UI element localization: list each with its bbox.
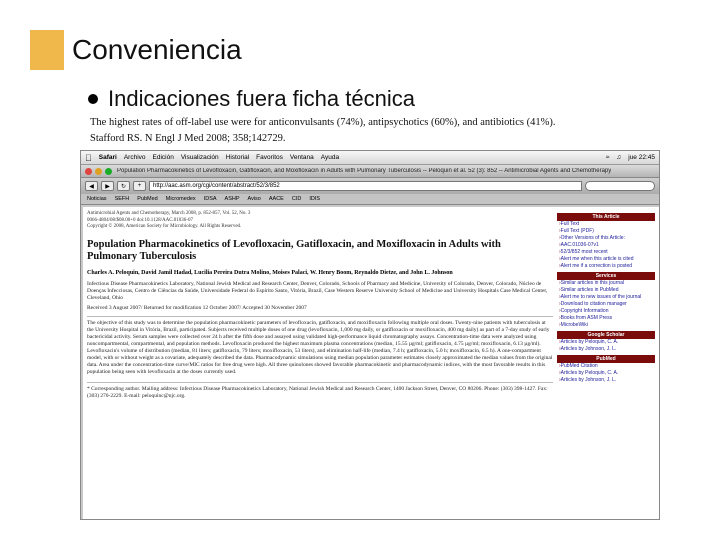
journal-copyright: Copyright © 2008, American Society for Microbiology. All Rights Reserved.	[87, 224, 242, 229]
bookmark-item[interactable]: AACE	[268, 196, 284, 202]
mac-menu-bar	[81, 151, 659, 165]
bookmark-item[interactable]: Micromedex	[165, 196, 196, 202]
bookmark-item[interactable]: SEFH	[114, 196, 130, 202]
minimize-window-icon[interactable]	[95, 168, 102, 175]
journal-doi: 0066-4804/08/$08.00+0 doi:10.1128/AAC.01036-07	[87, 217, 193, 223]
article-body	[87, 211, 553, 400]
bullet-item	[88, 86, 415, 112]
menu-item-historial[interactable]: Historial	[218, 154, 243, 161]
menu-clock: jue 22:45	[628, 154, 655, 161]
window-title: Population Pharmacokinetics of Levofloxacin, Gatifloxacin, and Moxifloxacin in Adults with Pulmonary Tuberculosis -- Peloquin et al. 52 (3): 852 -- Antimicrobial Agents and Chemotherapy	[117, 168, 612, 174]
sidebar-link[interactable]: › Articles by Peloquin, C. A.	[557, 339, 655, 346]
sidebar-link[interactable]: › Similar articles in this journal	[557, 280, 655, 287]
menu-item-edicion[interactable]: Edición	[145, 154, 168, 161]
slide-title: Conveniencia	[72, 34, 242, 65]
article-dates: Received 3 August 2007/ Returned for modification 12 October 2007/ Accepted 30 November 2007	[87, 304, 307, 311]
menu-item-visualizacion[interactable]: Visualización	[174, 154, 212, 161]
web-page-content	[83, 207, 659, 520]
search-field[interactable]	[585, 181, 655, 191]
sidebar-link[interactable]: › AAC.01036-07v1	[557, 242, 655, 249]
menu-item-safari[interactable]: Safari	[92, 154, 111, 161]
add-bookmark-button[interactable]: +	[133, 181, 146, 191]
sidebar-header-google-scholar: Google Scholar	[557, 331, 655, 339]
sidebar-link[interactable]: › Full Text (PDF)	[557, 228, 655, 235]
sidebar-link[interactable]: › Copyright Information	[557, 308, 655, 315]
bookmark-item[interactable]: PubMed	[137, 196, 158, 202]
browser-toolbar	[81, 178, 659, 194]
menu-item-ventana[interactable]: Ventana	[283, 154, 307, 161]
sidebar-link[interactable]: › Books from ASM Press	[557, 315, 655, 322]
sidebar-link[interactable]: › PubMed Citation	[557, 363, 655, 370]
bookmark-item[interactable]: ASHP	[224, 196, 240, 202]
article-sidebar	[557, 211, 655, 384]
sidebar-header-this-article: This Article	[557, 213, 655, 221]
sidebar-link[interactable]: › Similar articles in PubMed	[557, 287, 655, 294]
reload-button[interactable]: ↻	[117, 181, 130, 191]
article-abstract: The objective of this study was to determine the population pharmacokinetic parameters of levofloxacin, gatifloxacin, and moxifloxacin following multiple oral doses. Twenty-nine patients with tuberculosis at the University Hospital in Vitória, Brazil, participated. Subjects received multiple doses of one drug (levofloxacin, 1,000 mg daily, or gatifloxacin or moxifloxacin, 400 mg daily) as part of a 7-day study of early bactericidal activity. Serum samples were collected over 24 h after the fifth dose and assayed using validated high-performance liquid chromatography assays. Concentration-time data were analyzed using noncompartmental, compartmental, and population methods. Levofloxacin produced the highest maximum plasma concentrations (median, 15.55 µg/ml; gatifloxacin, 4.75 µg/ml; moxifloxacin, 6.13 µg/ml). Levofloxacin's volume of distribution (median, 81 liters; gatifloxacin, 79 liters; moxifloxacin, 53 liters), and elimination half-life (median, 7.4 h; gatifloxacin, 5.0 h; moxifloxacin, 6.5 h). A one-compartment model, with or without weight as a covariate, adequately described the data. Pharmacodynamic simulations using median population parameter estimates closely approximated the median values from the original data. Area under the concentration-time curve/MIC ratios for free drug were high. All three quinolones showed favorable pharmacokinetic and pharmacodynamic indices, with the most favorable results in this population being seen with levofloxacin at the doses currently used.	[87, 316, 553, 376]
bookmark-item[interactable]: IDSA	[203, 196, 217, 202]
sidebar-link[interactable]: › Articles by Peloquin, C. A.	[557, 370, 655, 377]
forward-button[interactable]: ▶	[101, 181, 114, 191]
zoom-window-icon[interactable]	[105, 168, 112, 175]
sidebar-link[interactable]: › Alert me to new issues of the journal	[557, 294, 655, 301]
bookmark-item[interactable]: Aviso	[247, 196, 261, 202]
sidebar-link[interactable]: › Articles by Johnson, J. L.	[557, 377, 655, 384]
wifi-icon: ≈	[605, 154, 610, 161]
volume-icon: ♫	[616, 154, 622, 161]
citation-reference: Stafford RS. N Engl J Med 2008; 358;142729.	[90, 133, 286, 144]
bookmark-item[interactable]: Noticias	[87, 196, 107, 202]
sidebar-header-services: Services	[557, 272, 655, 280]
sidebar-link[interactable]: › Full Text	[557, 221, 655, 228]
citation-text: The highest rates of off-label use were for anticonvulsants (74%), antipsychotics (60%), and antibiotics (41%).	[90, 117, 556, 128]
journal-info: Antimicrobial Agents and Chemotherapy, March 2008, p. 852-857, Vol. 52, No. 3	[87, 211, 251, 216]
citation-block	[90, 115, 690, 147]
sidebar-link[interactable]: › Other Versions of this Article:	[557, 235, 655, 242]
article-affiliations: Infectious Disease Pharmacokinetics Laboratory, National Jewish Medical and Research Center, Denver, Colorado, Schools of Pharmacy and Medicine, University of Colorado, Denver, Colorado, Núcleo de Doenças Infecciosas, Centro de Ciências da Saúde, Universidade Federal do Espírito Santo, Vitória, Brazil, Case Western Reserve University School of Medicine and University Hospitals Case Medical Center, Cleveland, Ohio	[87, 280, 548, 301]
sidebar-link[interactable]: › MicrobeWiki	[557, 322, 655, 329]
bullet-text: Indicaciones fuera ficha técnica	[108, 86, 415, 111]
sidebar-link[interactable]: › Articles by Johnson, J. L.	[557, 346, 655, 353]
sidebar-link[interactable]: › 52/3/852 most recent	[557, 249, 655, 256]
address-bar[interactable]: http://aac.asm.org/cgi/content/abstract/52/3/852	[149, 181, 582, 191]
bullet-dot-icon	[88, 94, 98, 104]
menu-item-archivo[interactable]: Archivo	[117, 154, 139, 161]
window-title-bar	[81, 165, 659, 178]
menu-item-favoritos[interactable]: Favoritos	[249, 154, 277, 161]
title-accent-square	[30, 30, 64, 70]
sidebar-header-pubmed: PubMed	[557, 355, 655, 363]
article-authors: Charles A. Peloquin, David Jamil Hadad, Lucilia Pereira Dutra Molino, Moises Palaci, W. Henry Boom, Reynaldo Dietze, and John L. Johnson	[87, 269, 453, 276]
back-button[interactable]: ◀	[85, 181, 98, 191]
bookmark-item[interactable]: IDIS	[309, 196, 321, 202]
sidebar-link[interactable]: › Download to citation manager	[557, 301, 655, 308]
close-window-icon[interactable]	[85, 168, 92, 175]
bookmarks-bar	[81, 194, 659, 205]
apple-icon	[85, 153, 92, 163]
sidebar-link[interactable]: › Alert me if a correction is posted	[557, 263, 655, 270]
article-correspondence: * Corresponding author. Mailing address: Infectious Disease Pharmacokinetics Laboratory, National Jewish Medical and Research Center, 1400 Jackson Street, Denver, CO 80206. Phone: (303) 398-1427. Fax: (303) 270-2229. E-mail: peloquinc@njc.org.	[87, 382, 553, 400]
embedded-browser-screenshot	[80, 150, 660, 520]
article-title: Population Pharmacokinetics of Levofloxacin, Gatifloxacin, and Moxifloxacin in Adults with Pulmonary Tuberculosis	[87, 238, 501, 262]
menu-item-ayuda[interactable]: Ayuda	[314, 154, 333, 161]
bookmark-item[interactable]: CID	[291, 196, 302, 202]
sidebar-link[interactable]: › Alert me when this article is cited	[557, 256, 655, 263]
